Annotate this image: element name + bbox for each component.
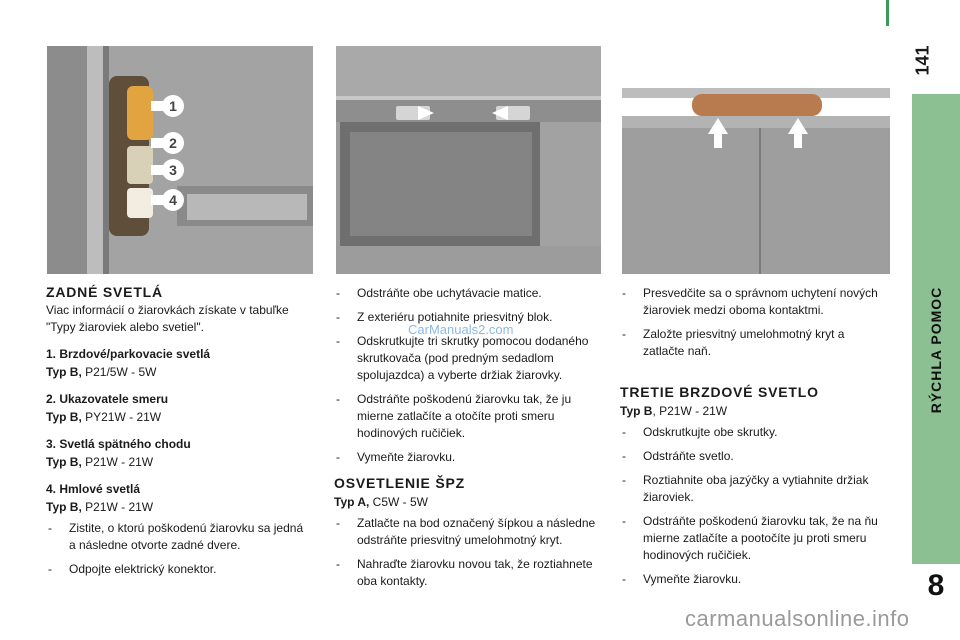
watermark-footer: carmanualsonline.info	[685, 606, 910, 631]
license-plate-heading: OSVETLENIE ŠPZ	[334, 475, 465, 491]
chapter-title: RÝCHLA POMOC	[928, 286, 944, 414]
rear-lights-steps-continued	[334, 285, 602, 466]
list-item: - Odstráňte svetlo.	[620, 448, 888, 465]
rear-lights-steps	[46, 520, 308, 578]
list-item: - Odskrutkujte obe skrutky.	[620, 424, 888, 441]
callout-1: 1	[169, 98, 177, 114]
list-item: - Odstráňte poškodenú žiarovku tak, že ju mierne zatlačíte a otočíte proti smeru hodinových ručičiek.	[334, 391, 602, 442]
rear-lights-section	[46, 282, 308, 585]
callout-4: 4	[169, 192, 177, 208]
top-accent-line	[886, 0, 889, 26]
third-brake-light-heading: TRETIE BRZDOVÉ SVETLO	[620, 384, 819, 400]
item-title: 2. Ukazovatele smeru	[46, 392, 169, 406]
callout-2: 2	[169, 135, 177, 151]
list-item: - Odpojte elektrický konektor.	[46, 561, 308, 578]
third-brake-light-section	[620, 282, 888, 595]
third-brake-light-figure	[622, 46, 890, 274]
list-item: - Odskrutkujte tri skrutky pomocou dodaného skrutkovača (pod predným sedadlom spolujazdca) a vyberte držiak žiarovky.	[334, 333, 602, 384]
license-plate-section	[334, 282, 602, 597]
list-item: - Založte priesvitný umelohmotný kryt a zatlačte naň.	[620, 326, 888, 360]
bulb-type: Typ B, P21W - 21W	[46, 500, 154, 514]
page-number: 141	[912, 45, 933, 76]
rear-lights-heading: ZADNÉ SVETLÁ	[46, 284, 163, 300]
bulb-type: Typ B, P21W - 21W	[46, 455, 154, 469]
list-item: - Vymeňte žiarovku.	[334, 449, 602, 466]
bulb-type: Typ B, P21/5W - 5W	[46, 365, 157, 379]
list-item: - Zatlačte na bod označený šípkou a následne odstráňte priesvitný umelohmotný kryt.	[334, 515, 602, 549]
item-title: 4. Hmlové svetlá	[46, 482, 141, 496]
list-item: - Z exteriéru potiahnite priesvitný blok.	[334, 309, 602, 326]
chapter-number: 8	[927, 569, 945, 602]
bulb-type: Typ B, PY21W - 21W	[46, 410, 162, 424]
list-item: - Odstráňte poškodenú žiarovku tak, že na ňu mierne zatlačíte a pootočíte ju proti smeru hodinových ručičiek.	[620, 513, 888, 564]
list-item: - Presvedčite sa o správnom uchytení nových žiaroviek medzi oboma kontaktmi.	[620, 285, 888, 319]
license-plate-steps-continued	[620, 285, 888, 360]
item-title: 1. Brzdové/parkovacie svetlá	[46, 347, 211, 361]
license-plate-steps	[334, 515, 602, 590]
list-item: - Zistite, o ktorú poškodenú žiarovku sa jedná a následne otvorte zadné dvere.	[46, 520, 308, 554]
list-item: - Nahraďte žiarovku novou tak, že roztiahnete oba kontakty.	[334, 556, 602, 590]
watermark-overlay: CarManuals2.com	[408, 322, 514, 337]
bulb-type: Typ B, P21W - 21W	[620, 404, 728, 418]
list-item: - Roztiahnite oba jazýčky a vytiahnite držiak žiaroviek.	[620, 472, 888, 506]
callout-3: 3	[169, 162, 177, 178]
rear-lights-intro: Viac informácií o žiarovkách získate v tabuľke "Typy žiaroviek alebo svetiel".	[46, 303, 289, 334]
bulb-type: Typ A, C5W - 5W	[334, 495, 429, 509]
license-plate-light-figure	[336, 46, 601, 274]
list-item: - Odstráňte obe uchytávacie matice.	[334, 285, 602, 302]
list-item: - Vymeňte žiarovku.	[620, 571, 888, 588]
third-brake-light-steps	[620, 424, 888, 588]
item-title: 3. Svetlá spätného chodu	[46, 437, 191, 451]
rear-lights-figure	[47, 46, 313, 274]
